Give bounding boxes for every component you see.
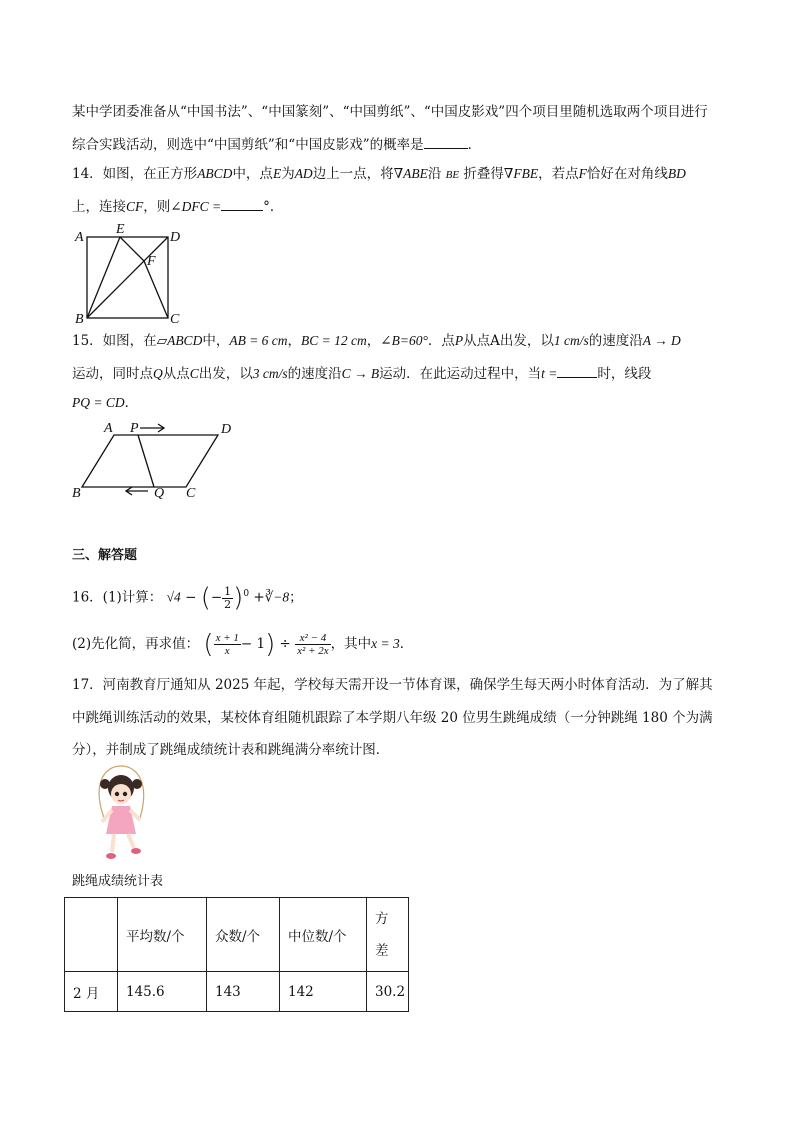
q15-line2: 运动，同时点Q从点C出发，以3 cm/s的速度沿C → B运动．在此运动过程中，当t = 时，线段 xyxy=(72,363,651,384)
table-cell-variance: 30.2 xyxy=(367,972,409,1012)
table-cell-mean: 145.6 xyxy=(118,972,207,1012)
label-b: B xyxy=(75,312,84,326)
table-header-mean: 平均数/个 xyxy=(118,898,207,972)
q15-line3: PQ = CD． xyxy=(72,395,139,411)
label-b: B xyxy=(72,486,81,501)
parallelogram-figure xyxy=(68,417,248,501)
parallelogram-abcd xyxy=(82,435,218,487)
answer-blank xyxy=(557,363,597,378)
jump-rope-girl-illustration xyxy=(96,764,146,866)
label-a: A xyxy=(104,421,113,436)
q17-line2: 中跳绳训练活动的效果，某校体育组随机跟踪了本学期八年级 20 位男生跳绳成绩（一分钟跳绳 180 个为满 xyxy=(72,710,713,726)
label-e: E xyxy=(116,222,125,237)
q13-end: ． xyxy=(467,137,482,153)
segment-ef xyxy=(120,237,144,261)
section-title: 三、解答题 xyxy=(72,548,138,563)
q16-part2: (2)先化简，再求值： ( $\frac{x + 1}{x}$ − 1) ÷ $\frac{\text{x² − 4}}{\text{x² + 2x}}$ ，其中x = 3． xyxy=(72,629,414,660)
table-header-variance: 方 差 xyxy=(367,898,409,972)
label-p: P xyxy=(130,421,139,436)
label-d: D xyxy=(170,230,181,245)
label-d: D xyxy=(221,422,232,437)
table-cell-median: 142 xyxy=(280,972,367,1012)
table-header-empty xyxy=(65,898,118,972)
square-name: ABCD xyxy=(197,166,233,181)
table-row xyxy=(65,972,409,1012)
q13-line1: 某中学团委准备从“中国书法”、“中国篆刻”、“中国剪纸”、“中国皮影戏”四个项目里随机选取两个项目进行 xyxy=(72,104,708,120)
label-f: F xyxy=(147,254,156,269)
q13-text: 综合实践活动，则选中“中国剪纸”和“中国皮影戏”的概率是 xyxy=(72,137,424,153)
square-figure xyxy=(70,220,190,326)
label-c: C xyxy=(186,486,196,501)
q16-part1: 16．(1)计算： √4 − (− $\frac{1}{2}$ )$^0$ +∛−8； xyxy=(72,583,303,613)
segment-pq xyxy=(138,435,154,487)
q17-line1: 17．河南教育厅通知从 2025 年起，学校每天需开设一节体育课，确保学生每天两小时体育活动．为了解其 xyxy=(72,677,713,693)
table-cell-month: 2 月 xyxy=(65,972,118,1012)
label-c: C xyxy=(170,312,180,326)
answer-blank xyxy=(424,134,468,149)
answer-blank xyxy=(221,196,263,211)
q14-line2: 上，连接CF，则∠DFC = °． xyxy=(72,196,283,217)
segment-be xyxy=(87,237,120,318)
label-a: A xyxy=(75,230,84,245)
q14-line1: 14．如图，在正方形ABCD中，点E为AD边上一点，将∇ABE沿 BE 折叠得∇FBE，若点F恰好在对角线BD xyxy=(72,166,686,182)
q15-line1: 15．如图，在▱ABCD中，AB = 6 cm，BC = 12 cm，∠B=60°．点P从点A出发，以1 cm/s的速度沿A → D xyxy=(72,333,681,349)
table-header-row xyxy=(65,898,409,972)
q17-line3: 分），并制成了跳绳成绩统计表和跳绳满分率统计图． xyxy=(72,742,390,758)
table-header-median: 中位数/个 xyxy=(280,898,367,972)
q13-line2 xyxy=(72,134,481,155)
table-title: 跳绳成绩统计表 xyxy=(72,874,164,889)
jump-rope-stats-table xyxy=(64,897,409,1012)
segment-cf xyxy=(144,261,168,318)
label-q: Q xyxy=(154,486,165,501)
table-header-mode: 众数/个 xyxy=(207,898,280,972)
angle-dfc: ∠DFC = xyxy=(170,199,222,214)
table-cell-mode: 143 xyxy=(207,972,280,1012)
diagonal-bd xyxy=(87,237,168,318)
